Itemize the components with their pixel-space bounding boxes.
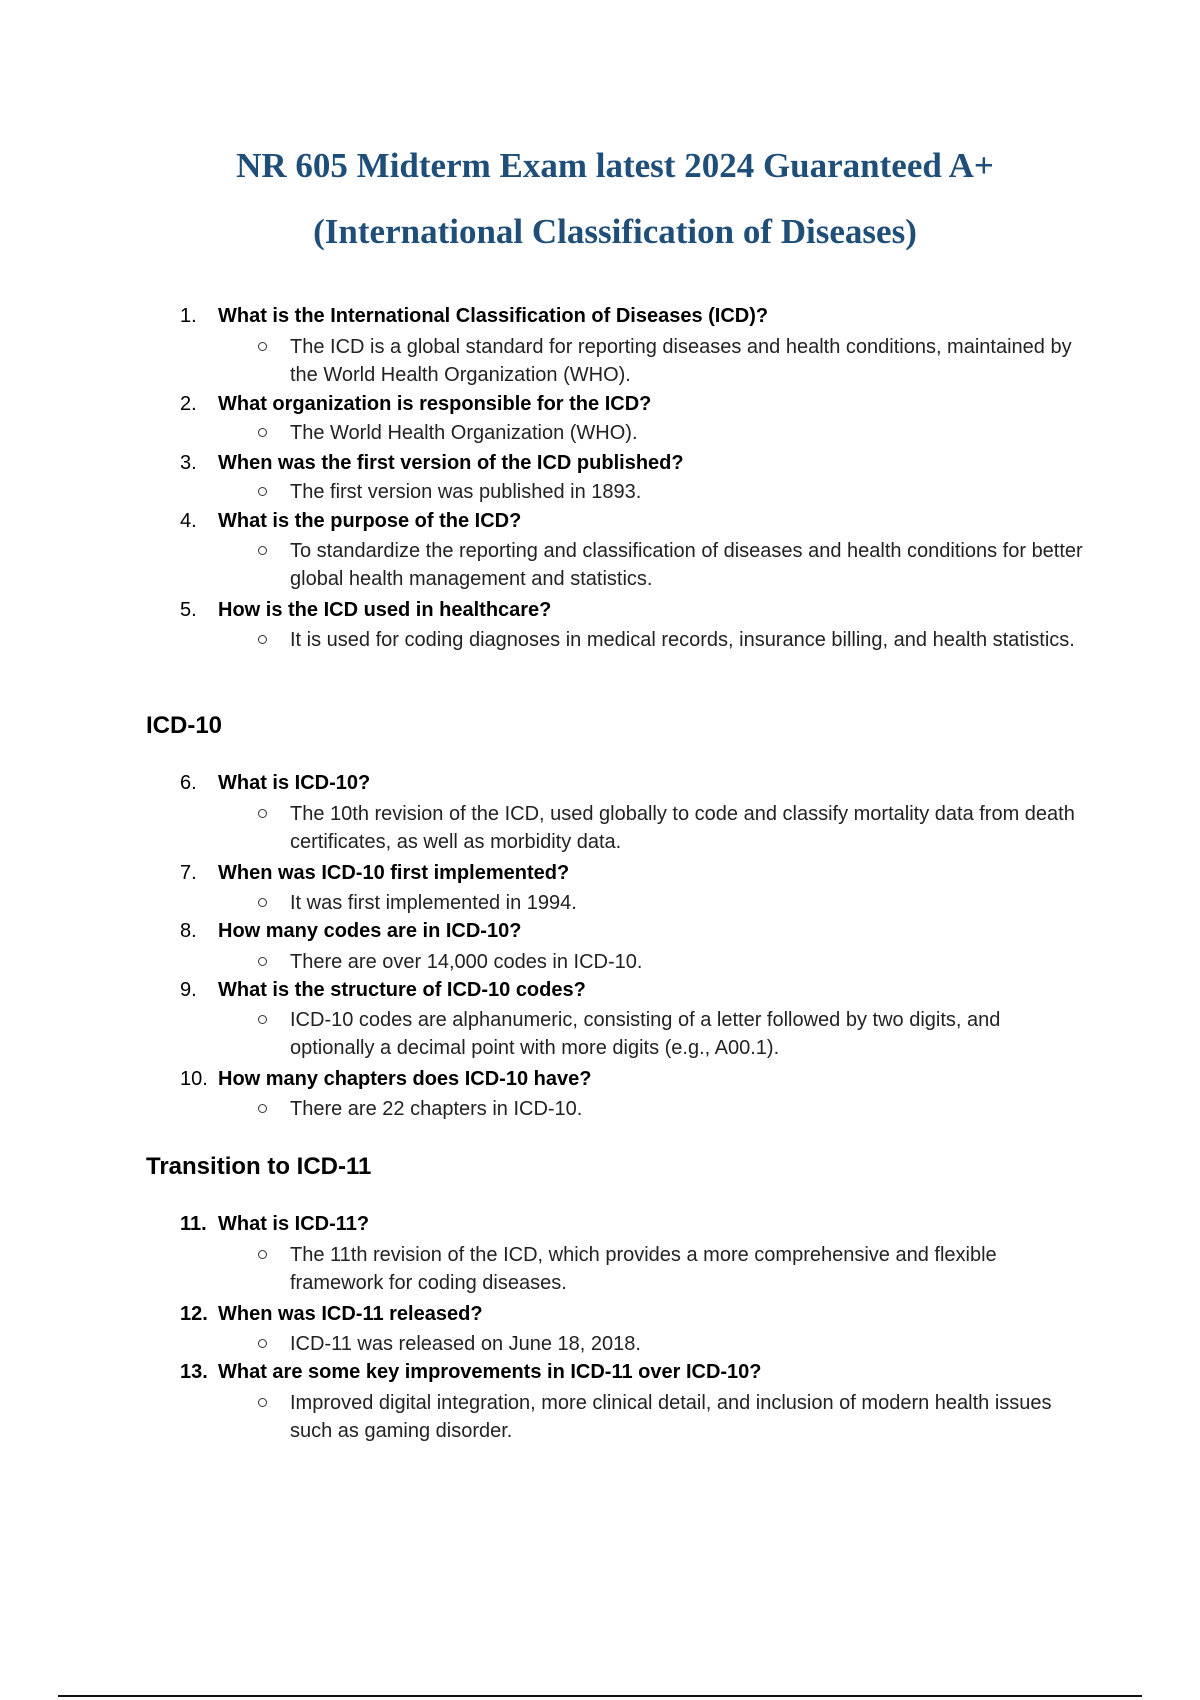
hollow-bullet-icon: [256, 948, 268, 974]
question-10: [180, 1066, 591, 1092]
question-number: 12.: [180, 1303, 208, 1325]
footer-divider: [58, 1695, 1142, 1697]
answer-text: ICD-10 codes are alphanumeric, consisting of a letter followed by two digits, and optionally a decimal point with more digits (e.g., A00.1).: [290, 1009, 1001, 1059]
answer-text: ICD-11 was released on June 18, 2018.: [290, 1333, 641, 1355]
section-heading-icd10: ICD-10: [146, 712, 223, 739]
answer-text: The first version was published in 1893.: [290, 481, 642, 503]
hollow-bullet-icon: [256, 1330, 268, 1356]
answer-text: The 11th revision of the ICD, which provides a more comprehensive and flexible framework for coding diseases.: [290, 1244, 997, 1294]
hollow-bullet-icon: [256, 800, 268, 826]
question-text: What is the International Classification of Diseases (ICD)?: [218, 305, 769, 327]
answer-10: [256, 1095, 1086, 1123]
question-11: [180, 1211, 369, 1237]
answer-text: To standardize the reporting and classification of diseases and health conditions for better global health management and statistics.: [290, 540, 1083, 590]
question-number: 4.: [180, 510, 197, 532]
section-heading-transition: Transition to ICD-11: [146, 1153, 372, 1180]
hollow-bullet-icon: [256, 419, 268, 445]
question-6: [180, 770, 370, 796]
question-5: [180, 597, 551, 623]
question-number: 3.: [180, 452, 197, 474]
question-number: 11.: [180, 1213, 207, 1235]
question-text: What are some key improvements in ICD-11 over ICD-10?: [218, 1361, 762, 1383]
question-number: 1.: [180, 305, 197, 327]
answer-13: [256, 1389, 1086, 1445]
question-number: 8.: [180, 920, 197, 942]
question-text: How many codes are in ICD-10?: [218, 920, 522, 942]
answer-text: There are over 14,000 codes in ICD-10.: [290, 951, 643, 973]
hollow-bullet-icon: [256, 626, 268, 652]
answer-5: [256, 626, 1086, 654]
answer-4: [256, 537, 1086, 593]
hollow-bullet-icon: [256, 1241, 268, 1267]
question-13: [180, 1359, 762, 1385]
hollow-bullet-icon: [256, 537, 268, 563]
question-2: [180, 391, 651, 417]
question-text: When was ICD-10 first implemented?: [218, 862, 570, 884]
question-number: 9.: [180, 979, 197, 1001]
document-title: NR 605 Midterm Exam latest 2024 Guaranteed A+: [236, 146, 994, 185]
hollow-bullet-icon: [256, 1006, 268, 1032]
question-text: What organization is responsible for the ICD?: [218, 393, 652, 415]
hollow-bullet-icon: [256, 1389, 268, 1415]
question-4: [180, 508, 521, 534]
hollow-bullet-icon: [256, 1095, 268, 1121]
question-number: 2.: [180, 393, 197, 415]
answer-text: The 10th revision of the ICD, used globally to code and classify mortality data from death certificates, as well as morbidity data.: [290, 803, 1075, 853]
answer-6: [256, 800, 1086, 856]
hollow-bullet-icon: [256, 478, 268, 504]
question-number: 7.: [180, 862, 197, 884]
question-text: What is the purpose of the ICD?: [218, 510, 522, 532]
hollow-bullet-icon: [256, 333, 268, 359]
question-text: How many chapters does ICD-10 have?: [218, 1068, 592, 1090]
question-text: How is the ICD used in healthcare?: [218, 599, 552, 621]
question-number: 5.: [180, 599, 197, 621]
answer-1: [256, 333, 1086, 389]
answer-7: [256, 889, 1086, 917]
answer-9: [256, 1006, 1086, 1062]
hollow-bullet-icon: [256, 889, 268, 915]
answer-11: [256, 1241, 1086, 1297]
question-text: What is ICD-11?: [218, 1213, 370, 1235]
question-7: [180, 860, 569, 886]
question-text: What is the structure of ICD-10 codes?: [218, 979, 586, 1001]
answer-text: It is used for coding diagnoses in medical records, insurance billing, and health statistics.: [290, 629, 1075, 651]
answer-2: [256, 419, 1086, 447]
question-text: When was the first version of the ICD published?: [218, 452, 684, 474]
question-number: 13.: [180, 1361, 208, 1383]
answer-text: The ICD is a global standard for reporting diseases and health conditions, maintained by the World Health Organization (WHO).: [290, 336, 1072, 386]
question-number: 6.: [180, 772, 197, 794]
document-subtitle: (International Classification of Diseases): [313, 212, 917, 251]
question-text: What is ICD-10?: [218, 772, 371, 794]
answer-8: [256, 948, 1086, 976]
question-12: [180, 1301, 483, 1327]
answer-text: It was first implemented in 1994.: [290, 892, 577, 914]
answer-12: [256, 1330, 1086, 1358]
question-8: [180, 918, 521, 944]
answer-text: There are 22 chapters in ICD-10.: [290, 1098, 583, 1120]
answer-text: The World Health Organization (WHO).: [290, 422, 638, 444]
question-3: [180, 450, 684, 476]
question-1: [180, 303, 768, 329]
question-text: When was ICD-11 released?: [218, 1303, 483, 1325]
answer-text: Improved digital integration, more clinical detail, and inclusion of modern health issues such as gaming disorder.: [290, 1392, 1052, 1442]
answer-3: [256, 478, 1086, 506]
question-9: [180, 977, 586, 1003]
question-number: 10.: [180, 1068, 208, 1090]
